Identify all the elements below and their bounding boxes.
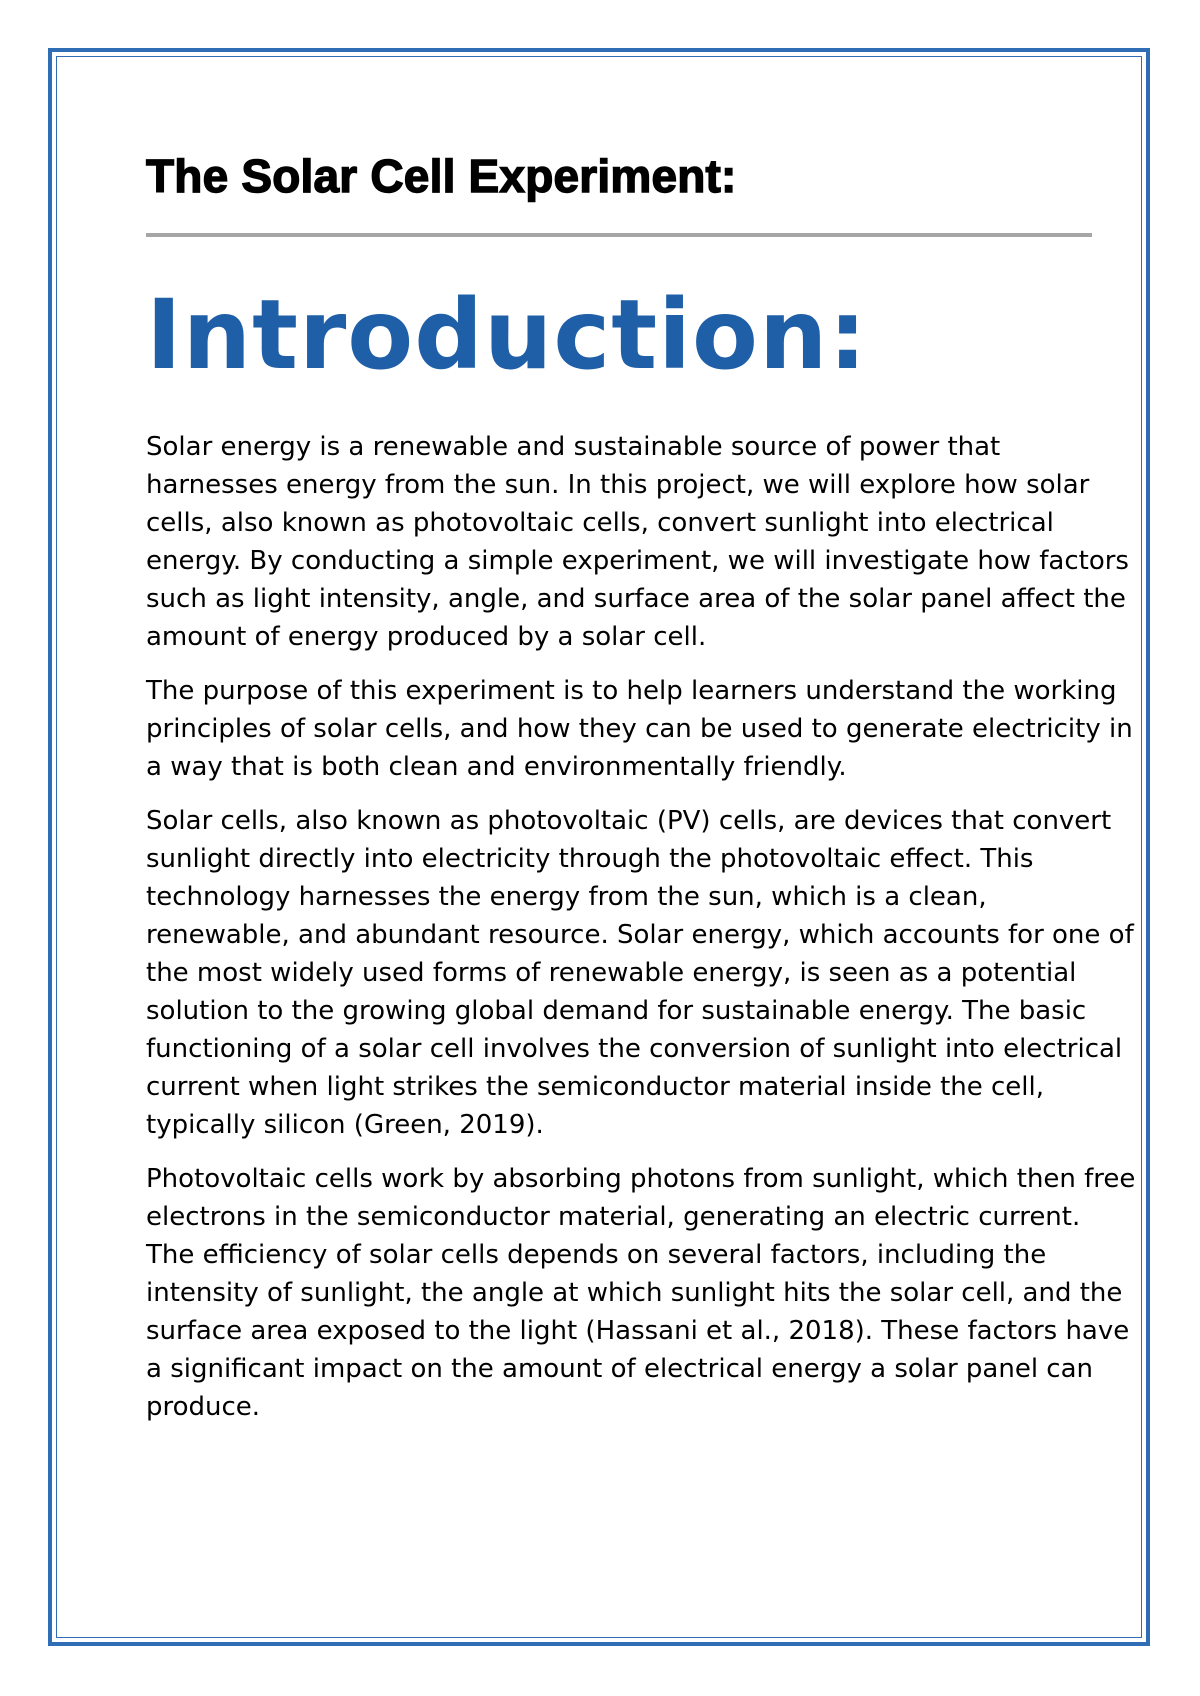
document-content	[146, 150, 1136, 1426]
title-divider	[146, 233, 1092, 237]
paragraph: Solar energy is a renewable and sustainable source of power that harnesses energy from the sun. In this project, we will explore how solar cells, also known as photovoltaic cells, convert sunlight into electrical energy. By conducting a simple experiment, we will investigate how factors such as light intensity, angle, and surface area of the solar panel affect the amount of energy produced by a solar cell.	[146, 431, 1129, 652]
paragraph: Photovoltaic cells work by absorbing photons from sunlight, which then free electrons in the semiconductor material, generating an electric current. The efficiency of solar cells depends on several factors, including the intensity of sunlight, the angle at which sunlight hits the solar cell, and the surface area exposed to the light (Hassani et al., 2018). These factors have a significant impact on the amount of electrical energy a solar panel can produce.	[146, 1163, 1136, 1422]
paragraph: Solar cells, also known as photovoltaic (PV) cells, are devices that convert sunlight directly into electricity through the photovoltaic effect. This technology harnesses the energy from the sun, which is a clean, renewable, and abundant resource. Solar energy, which accounts for one of the most widely used forms of renewable energy, is seen as a potential solution to the growing global demand for sustainable energy. The basic functioning of a solar cell involves the conversion of sunlight into electrical current when light strikes the semiconductor material inside the cell, typically silicon (Green, 2019).	[146, 805, 1134, 1140]
paragraph: The purpose of this experiment is to help learners understand the working principles of solar cells, and how they can be used to generate electricity in a way that is both clean and environmentally friendly.	[146, 675, 1133, 782]
section-heading-introduction: Introduction:	[146, 278, 868, 391]
document-title: The Solar Cell Experiment:	[146, 150, 737, 202]
